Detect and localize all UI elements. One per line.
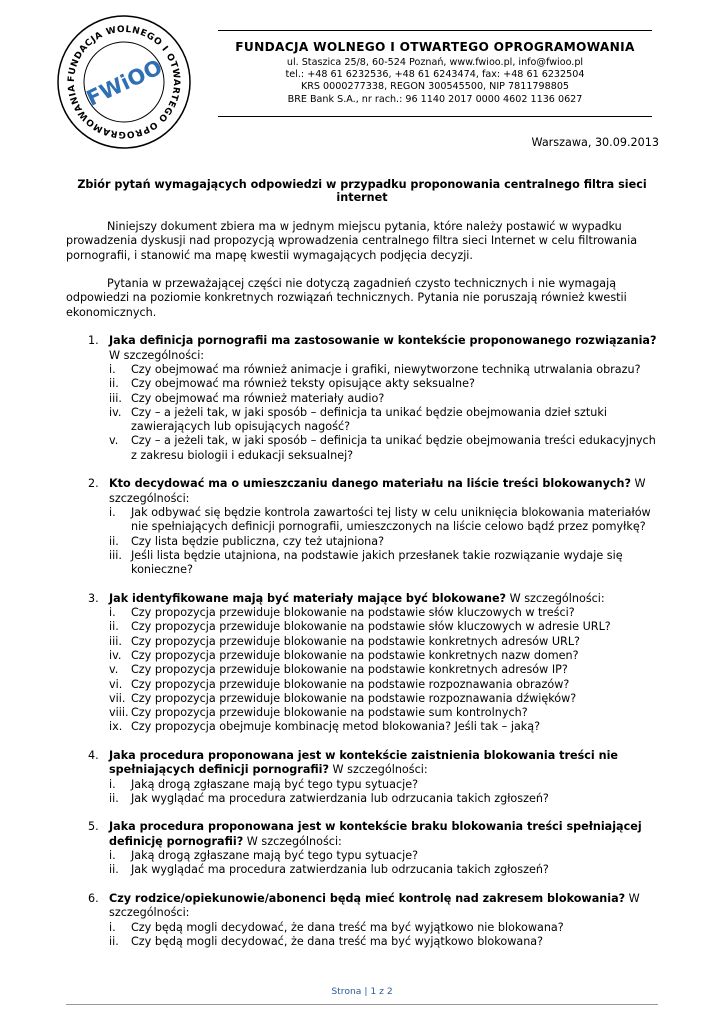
question-suffix: W szczególności: xyxy=(243,834,342,848)
sub-question-number: v. xyxy=(109,434,119,448)
sub-question-number: iii. xyxy=(109,548,122,562)
sub-question-item xyxy=(109,549,660,578)
sub-question-text: Czy lista będzie publiczna, czy też utajniona? xyxy=(131,534,385,548)
sub-question-number: ii. xyxy=(109,791,119,805)
sub-question-number: i. xyxy=(109,777,116,791)
question-item xyxy=(66,592,660,735)
sub-question-text: Czy – a jeżeli tak, w jaki sposób – definicja ta unikać będzie obejmowania dzieł sztuki zawierających lub opisujących nagość? xyxy=(131,405,607,434)
sub-question-text: Jaką drogą zgłaszane mają być tego typu sytuacje? xyxy=(131,777,419,791)
question-title: Jak identyfikowane mają być materiały mające być blokowane? xyxy=(109,591,507,605)
sub-question-item xyxy=(109,620,660,634)
sub-question-number: i. xyxy=(109,362,116,376)
question-item xyxy=(66,892,660,949)
sub-question-number: iii. xyxy=(109,391,122,405)
header-bottom-rule xyxy=(218,116,652,117)
sub-question-number: vii. xyxy=(109,691,126,705)
document-body xyxy=(66,220,660,963)
sub-question-text: Jak wyglądać ma procedura zatwierdzania lub odrzucania takich zgłoszeń? xyxy=(131,863,549,877)
question-number: 5. xyxy=(88,820,99,834)
question-suffix: W szczególności: xyxy=(109,891,640,920)
sub-question-text: Czy będą mogli decydować, że dana treść ma być wyjątkowo blokowana? xyxy=(131,934,544,948)
sub-question-number: viii. xyxy=(109,706,129,720)
question-suffix: W szczególności: xyxy=(109,477,646,505)
sub-question-number: i. xyxy=(109,505,116,519)
document-title: Zbiór pytań wymagających odpowiedzi w przypadku proponowania centralnego filtra sieci internet xyxy=(77,178,647,204)
sub-question-text: Czy propozycja przewiduje blokowanie na podstawie rozpoznawania obrazów? xyxy=(131,677,570,691)
sub-question-text: Czy obejmować ma również animacje i grafiki, niewytworzone techniką utrwalania obrazu? xyxy=(131,362,641,376)
sub-question-text: Jeśli lista będzie utajniona, na podstawie jakich przesłanek takie rozwiązanie wydaje się konieczne? xyxy=(131,548,623,577)
sub-question-number: ii. xyxy=(109,534,119,548)
question-number: 6. xyxy=(88,891,99,905)
sub-question-number: iv. xyxy=(109,648,122,662)
sub-question-item xyxy=(109,406,660,435)
question-item xyxy=(66,820,660,877)
sub-question-text: Czy propozycja przewiduje blokowanie na podstawie słów kluczowych w treści? xyxy=(131,606,575,620)
address-line: ul. Staszica 25/8, 60-524 Poznań, www.fwioo.pl, info@fwioo.pl xyxy=(286,57,584,68)
sub-question-text: Czy propozycja przewiduje blokowanie na podstawie rozpoznawania dźwięków? xyxy=(131,691,577,705)
question-title: Jaka procedura proponowana jest w kontekście zaistnienia blokowania treści nie spełniających definicji pornografii? xyxy=(109,748,619,777)
sub-question-item xyxy=(109,363,660,377)
sub-question-list xyxy=(109,363,660,463)
sub-question-text: Jak odbywać się będzie kontrola zawartości tej listy w celu uniknięcia blokowania materiałów nie spełniających definicji pornografii, umieszczonych na liście celowo bądź przez pomyłkę? xyxy=(131,505,651,534)
sub-question-text: Czy propozycja przewiduje blokowanie na podstawie sum kontrolnych? xyxy=(131,706,528,720)
sub-question-list xyxy=(109,606,660,735)
sub-question-number: v. xyxy=(109,663,119,677)
question-item xyxy=(66,477,660,577)
sub-question-item xyxy=(109,935,660,949)
bank-line: BRE Bank S.A., nr rach.: 96 1140 2017 0000 4602 1136 0627 xyxy=(287,93,583,105)
registry-line: KRS 0000277338, REGON 300545500, NIP 7811798805 xyxy=(300,81,570,93)
question-title: Czy rodzice/opiekunowie/abonenci będą mieć kontrolę nad zakresem blokowania? xyxy=(109,891,626,905)
header-top-rule xyxy=(218,30,652,31)
sub-question-text: Czy obejmować ma również materiały audio? xyxy=(131,391,385,405)
sub-question-item xyxy=(109,635,660,649)
sub-question-text: Czy propozycja przewiduje blokowanie na podstawie słów kluczowych w adresie URL? xyxy=(131,620,611,634)
sub-question-number: i. xyxy=(109,920,116,934)
sub-question-text: Czy propozycja obejmuje kombinację metod blokowania? Jeśli tak – jaką? xyxy=(131,720,541,734)
question-heading xyxy=(109,820,660,849)
scope-paragraph: Pytania w przeważającej części nie dotyczą zagadnień czysto technicznych i nie wymagają odpowiedzi na poziomie konkretnych rozwiązań technicznych. Pytania nie poruszają również kwestii ekonomicznych. xyxy=(66,277,627,319)
question-item xyxy=(66,749,660,806)
sub-question-number: i. xyxy=(109,849,116,863)
document-date: Warszawa, 30.09.2013 xyxy=(531,136,659,149)
letterhead xyxy=(218,40,652,106)
sub-question-item xyxy=(109,849,660,863)
phone-line: tel.: +48 61 6232536, +48 61 6243474, fax: +48 61 6232504 xyxy=(285,69,585,81)
sub-question-item xyxy=(109,535,660,549)
question-heading xyxy=(109,477,660,506)
sub-question-text: Jak wyglądać ma procedura zatwierdzania lub odrzucania takich zgłoszeń? xyxy=(131,791,549,805)
question-item xyxy=(66,334,660,463)
sub-question-text: Czy propozycja przewiduje blokowanie na podstawie konkretnych adresów IP? xyxy=(131,663,568,677)
fwioo-logo xyxy=(56,14,192,150)
sub-question-text: Jaką drogą zgłaszane mają być tego typu sytuacje? xyxy=(131,849,419,863)
sub-question-number: i. xyxy=(109,606,116,620)
question-list xyxy=(66,334,660,949)
sub-question-number: iv. xyxy=(109,405,122,419)
sub-question-number: ii. xyxy=(109,863,119,877)
sub-question-item xyxy=(109,392,660,406)
svg-text:FUNDACJA WOLNEGO I OTWARTEGO O: FUNDACJA WOLNEGO I OTWARTEGO OPROGRAMOWANIA xyxy=(66,24,182,140)
sub-question-number: iii. xyxy=(109,634,122,648)
footer-rule xyxy=(66,1004,658,1005)
sub-question-item xyxy=(109,434,660,463)
sub-question-number: ii. xyxy=(109,377,119,391)
sub-question-number: ix. xyxy=(109,720,123,734)
sub-question-number: vi. xyxy=(109,677,123,691)
sub-question-item xyxy=(109,377,660,391)
question-suffix: W szczególności: xyxy=(329,763,428,777)
sub-question-item xyxy=(109,506,660,535)
sub-question-item xyxy=(109,778,660,792)
question-number: 2. xyxy=(88,477,99,491)
sub-question-text: Czy propozycja przewiduje blokowanie na podstawie konkretnych adresów URL? xyxy=(131,634,580,648)
sub-question-item xyxy=(109,706,660,720)
sub-question-list xyxy=(109,778,660,807)
question-number: 1. xyxy=(88,334,99,348)
organization-name: FUNDACJA WOLNEGO I OTWARTEGO OPROGRAMOWANIA xyxy=(235,40,635,54)
sub-question-item xyxy=(109,678,660,692)
sub-question-number: ii. xyxy=(109,934,119,948)
page-footer: Strona | 1 z 2 xyxy=(331,986,393,997)
sub-question-list xyxy=(109,506,660,577)
question-title: Kto decydować ma o umieszczaniu danego materiału na liście treści blokowanych? xyxy=(109,477,631,491)
question-suffix: W szczególności: xyxy=(506,591,605,605)
question-title: Jaka definicja pornografii ma zastosowanie w kontekście proponowanego rozwiązania? xyxy=(109,334,657,348)
question-heading xyxy=(109,592,660,606)
sub-question-text: Czy – a jeżeli tak, w jaki sposób – definicja ta unikać będzie obejmowania treści edukacyjnych z zakresu biologii i edukacji seksualnej? xyxy=(131,434,656,462)
sub-question-text: Czy będą mogli decydować, że dana treść ma być wyjątkowo nie blokowana? xyxy=(131,920,564,934)
sub-question-text: Czy propozycja przewiduje blokowanie na podstawie konkretnych nazw domen? xyxy=(131,648,579,662)
sub-question-list xyxy=(109,921,660,950)
sub-question-item xyxy=(109,792,660,806)
sub-question-item xyxy=(109,720,660,734)
sub-question-item xyxy=(109,663,660,677)
sub-question-text: Czy obejmować ma również teksty opisujące akty seksualne? xyxy=(131,377,475,391)
question-number: 3. xyxy=(88,591,99,605)
sub-question-item xyxy=(109,649,660,663)
sub-question-number: ii. xyxy=(109,620,119,634)
question-suffix: W szczególności: xyxy=(109,348,205,362)
sub-question-item xyxy=(109,606,660,620)
question-number: 4. xyxy=(88,748,99,762)
question-title: Jaka procedura proponowana jest w kontekście braku blokowania treści spełniającej definicję pornografii? xyxy=(109,820,642,848)
question-heading xyxy=(109,749,660,778)
intro-paragraph: Niniejszy dokument zbiera ma w jednym miejscu pytania, które należy postawić w wypadku prowadzenia dyskusji nad propozycją wprowadzenia centralnego filtra sieci Internet w celu filtrowania pornografii, i stanowić ma mapę kwestii wymagających podjęcia decyzji. xyxy=(66,220,638,262)
sub-question-item xyxy=(109,921,660,935)
svg-text:FWiOO: FWiOO xyxy=(82,55,166,111)
sub-question-item xyxy=(109,863,660,877)
sub-question-item xyxy=(109,692,660,706)
sub-question-list xyxy=(109,849,660,878)
question-heading xyxy=(109,892,660,921)
question-heading xyxy=(109,334,660,363)
